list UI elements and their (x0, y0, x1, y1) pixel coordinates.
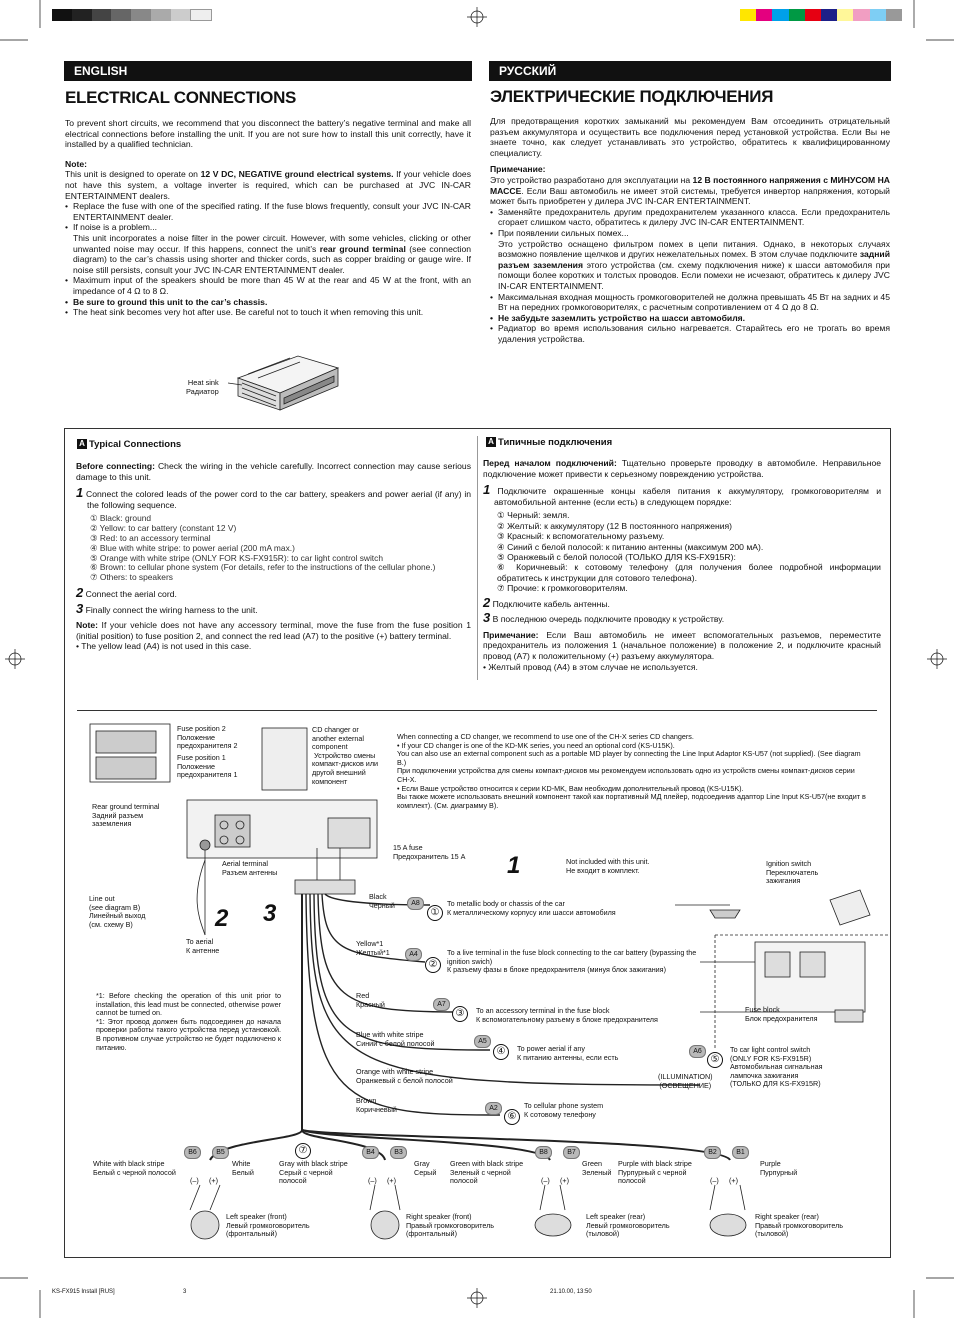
typical-note-label-ru: Примечание: (483, 629, 539, 640)
speaker-pin-neg: B8 (535, 1146, 552, 1159)
footer-date: 21.10.00, 13:50 (550, 1289, 592, 1295)
not-included-label: Not included with this unit. Не входит в комплект. (566, 857, 650, 875)
speaker-pin-neg: B2 (704, 1146, 721, 1159)
typical-ru-title: Типичные подключения (498, 437, 613, 448)
wire-list-item-ru: ⑦ Прочие: к громкоговорителям. (497, 583, 628, 594)
typical-note-text-ru: Если Ваш автомобиль не имеет вспомогательных разъемов, переместите предохранитель из положения 1 (начальное положение) в положение 2, и подключите красный провод (A7) к положительному (+) разъему аккумулятора. (483, 629, 881, 661)
note-text-a: This unit is designed to operate on (65, 169, 201, 180)
speaker-minus: (–) (368, 1176, 377, 1185)
illumination-label: (ILLUMINATION) (ОСВЕЩЕНИЕ) (658, 1072, 713, 1090)
step-1-text: Connect the colored leads of the power cord to the car battery, speakers and power aerial (if any) in the following sequence. (86, 489, 472, 510)
speaker-wire-solid: Purple Пурпурный (760, 1159, 798, 1177)
heat-sink-label-en: Heat sink (187, 378, 219, 387)
noise-text-a: This unit incorporates a noise filter in the power circuit. However, with some vehicles, clicking or other unwanted noise may occur. If this happens, connect the unit’s (73, 232, 471, 254)
wire-list-item-ru: ④ Синий с белой полосой: к питанию антенны (максимум 200 мА). (497, 541, 764, 552)
wire-destination: To a live terminal in the fuse block connecting to the car battery (bypassing the ignition swich) К разъему фазы в блоке предохранителя (минуя блок зажигания) (447, 948, 697, 975)
step-1-text-ru: Подключите окрашенные концы кабеля питания к аккумулятору, громкоговорителям и автомобильной антенне (если есть) в следующем порядке: (494, 486, 881, 507)
speaker-name: Left speaker (front) Левый громкоговоритель (фронтальный) (226, 1212, 310, 1239)
step-3-number: 3 (76, 600, 84, 616)
step-3-text: Finally connect the wiring harness to the unit. (85, 604, 258, 615)
note-text-b: 12 V DC, NEGATIVE ground electrical systems. (200, 169, 394, 180)
bullet-fuse: • Replace the fuse with one of the specified rating. If the fuse blows frequently, consult your JVC IN-CAR ENTERTAINMENT dealer. (65, 201, 471, 222)
wire-list-item: ⑦ Others: to speakers (90, 572, 173, 583)
speaker-wire-solid: Green Зеленый (582, 1159, 612, 1177)
footnote: *1: Before checking the operation of this unit prior to installation, this lead must be connected, otherwise power cannot be turned on. *1: Этот провод должен быть подсоединен до начала проверки работы такого устройства перед установкой. В противном случае устройство не будет подключено к питанию. (96, 991, 281, 1052)
speaker-plus: (+) (729, 1176, 738, 1185)
cd-changer-label: CD changer or another external component Устройство смены компакт-дисков или другой внешний компонент (312, 725, 379, 786)
wire-number: ③ (452, 1006, 468, 1022)
wire-label: Blue with white stripe Синий с белой полосой (356, 1030, 435, 1048)
note-text-ru-c: . Если Ваш автомобиль не имеет этой системы, требуется инвертор напряжения, который может быть приобретен у дилера JVC IN-CAR ENTERTAINMENT. (490, 185, 890, 207)
step-1-number-ru: 1 (483, 482, 491, 498)
before-label-ru: Перед началом подключений: (483, 458, 617, 468)
wire-number: ⑥ (504, 1109, 520, 1125)
noise-text-ru-c: этого устройства (см. схему подключения ниже) к шасси автомобиля при помощи более коротких и толстых проводов. Если помехи не исчезают, обратитесь к дилеру JVC IN-CAR ENTERTAINMENT. (498, 259, 890, 291)
wire-list-item-ru: ⑥ Коричневый: к сотовому телефону (для получения более подробной информации обратитесь к инструкции для сотового телефона). (497, 562, 881, 583)
speaker-wire-solid: Gray Серый (414, 1159, 437, 1177)
speaker-wire-striped: Green with black stripe Зеленый с черной полосой (450, 1159, 524, 1186)
wire-destination: To metallic body or chassis of the car К металлическому корпусу или шасси автомобиля (447, 899, 616, 917)
ignition-switch-label: Ignition switch Переключатель зажигания (766, 859, 819, 886)
noise-title: If noise is a problem... (73, 222, 158, 233)
speaker-name: Left speaker (rear) Левый громкоговоритель (тыловой) (586, 1212, 670, 1239)
note-text-c: If your vehicle does not have this system, a voltage inverter is required, which can be purchased at JVC IN-CAR ENTERTAINMENT dealers. (65, 169, 471, 201)
note-text-ru-b: 12 В постоянного напряжения с МИНУСОМ НА МАССЕ (490, 174, 890, 196)
step-3-number-ru: 3 (483, 610, 491, 626)
aerial-terminal-label: Aerial terminal Разъем антенны (222, 859, 278, 877)
speaker-pin-neg: B6 (184, 1146, 201, 1159)
note-label-ru: Примечание: (490, 164, 546, 175)
bullet-speakers-ru: • Максимальная входная мощность громкоговорителей не должна превышать 45 Вт на задних и 45 Вт на передних громкоговорителях, с расчетным сопротивлением от 4 Ω до 8 Ω. (490, 292, 890, 313)
speaker-wire-solid: White Белый (232, 1159, 254, 1177)
noise-text-b: rear ground terminal (319, 243, 406, 254)
bullet-ground-ru: • Не забудьте заземлить устройство на шасси автомобиля. (490, 313, 890, 324)
bullet-heat-sink-ru: • Радиатор во время использования сильно нагревается. Старайтесь его не трогать во время удаления устройства. (490, 323, 890, 344)
wire-list-item: ② Yellow: to car battery (constant 12 V) (90, 523, 237, 534)
speaker-minus: (–) (541, 1176, 550, 1185)
wire-number: ④ (493, 1044, 509, 1060)
step-1-number: 1 (76, 485, 84, 501)
step-mark-3: 3 (263, 900, 277, 927)
footer-file: KS-FX915 Install [RUS] (52, 1289, 115, 1295)
typical-note-label: Note: (76, 620, 98, 631)
speaker-wire-striped: Purple with black stripe Пурпурный с черной полосой (618, 1159, 692, 1186)
rear-ground-label: Rear ground terminal Задний разъем заземления (92, 802, 160, 829)
bullet-heat-sink: • The heat sink becomes very hot after use. Be careful not to touch it when removing this unit. (65, 307, 471, 318)
speaker-minus: (–) (190, 1176, 199, 1185)
step-2-number: 2 (76, 584, 84, 600)
cd-changer-note: When connecting a CD changer, we recommend to use one of the CH-X series CD changers. • If your CD changer is one of the KD-MK series, you need an optional cord (KS-U15K). You can also use an external component such as a portable MD player by connecting the Line Input Adaptor KS-U57 (not supplied). (See diagram B.) При подключении устройства для смены компакт-дисков мы рекомендуем использовать одно из устройств смены компакт-дисков серии CH-X. • Если Ваше устройство относится к серии KD-MK, Вам необходим дополнительный провод (KS-U15K). Вы также можете использовать внешний компонент такой как портативный МД плейер, подсоединив адаптор Line Input KS-U57(не входит в комплект). (См. диаграмму B). (397, 732, 866, 810)
intro-text-ru: Для предотвращения коротких замыканий мы рекомендуем Вам отсоединить отрицательный разъем аккумулятора и осуществить все подключения перед установкой устройства. Если Вы не знаете точно, как следует устанавливать это устройство, обратитесь к квалифицированному специалисту. (490, 116, 890, 158)
fuse-position-1-label: Fuse position 1 Положение предохранителя 1 (177, 753, 238, 780)
wire-number: ⑤ (707, 1052, 723, 1068)
bullet-speakers: • Maximum input of the speakers should be more than 45 W at the rear and 45 W at the front, with an impedance of 4 Ω to 8 Ω. (65, 275, 471, 296)
diagram-badge-a-ru: A (486, 437, 496, 447)
wire-label: Black Черный (369, 892, 395, 910)
step-mark-2: 2 (215, 905, 229, 932)
wire-number-7: ⑦ (295, 1143, 311, 1159)
wire-list-item: ⑥ Brown: to cellular phone system (For details, refer to the instructions of the cellular phone.) (90, 562, 436, 573)
wire-destination: To cellular phone system К сотовому телефону (524, 1101, 604, 1119)
wire-list-item: ④ Blue with white stripe: to power aerial (200 mA max.) (90, 542, 295, 553)
speaker-plus: (+) (387, 1176, 396, 1185)
wire-destination: To power aerial if any К питанию антенны, если есть (517, 1044, 619, 1062)
before-label: Before connecting: (76, 461, 155, 471)
wire-pin: A4 (405, 948, 422, 961)
noise-text-ru-b: задний разъем заземления (498, 249, 890, 270)
title-english: ELECTRICAL CONNECTIONS (65, 88, 297, 107)
fuse-15a-label: 15 A fuse Предохранитель 15 A (393, 843, 466, 861)
noise-title-ru: При появлении сильных помех... (498, 227, 629, 238)
wire-number: ② (425, 957, 441, 973)
note-label: Note: (65, 158, 87, 169)
wire-list-item: ① Black: ground (90, 513, 152, 524)
speaker-wire-striped: Gray with black stripe Серый с черной полосой (279, 1159, 348, 1186)
noise-text-c: (see connection diagram) to the car’s chassis using shorter and thicker cords, such as copper braiding or gauge wire. If noise still persists, consult your JVC IN-CAR ENTERTAINMENT dealer. (73, 243, 471, 275)
wire-label: Red Красный (356, 991, 385, 1009)
diagram-badge-a: A (77, 439, 87, 449)
wire-pin: A2 (485, 1102, 502, 1115)
speaker-minus: (–) (710, 1176, 719, 1185)
speaker-pin-pos: B5 (212, 1146, 229, 1159)
speaker-pin-neg: B4 (362, 1146, 379, 1159)
wire-label: Orange with white stripe Оранжевый с белой полосой (356, 1067, 453, 1085)
step-mark-1: 1 (507, 852, 521, 879)
wire-pin: A8 (407, 897, 424, 910)
wire-list-item: ③ Red: to an accessory terminal (90, 532, 211, 543)
lang-band-russian: РУССКИЙ (489, 61, 891, 81)
wire-list-item: ⑤ Orange with white stripe (ONLY FOR KS-FX915R): to car light control switch (90, 552, 383, 563)
wire-destination: To car light control switch (ONLY FOR KS-FX915R) Автомобильная сигнальная лампочка зажигания (ТОЛЬКО ДЛЯ KS-FX915R) (730, 1045, 823, 1089)
speaker-name: Right speaker (front) Правый громкоговоритель (фронтальный) (406, 1212, 495, 1239)
wire-number: ① (427, 905, 443, 921)
wire-label: Yellow*1 Желтый*1 (356, 939, 390, 957)
heat-sink-label-ru: Радиатор (186, 387, 219, 396)
before-text: Check the wiring in the vehicle carefully. Incorrect connection may cause serious damage to this unit. (76, 461, 472, 482)
wire-list-item-ru: ③ Красный: к вспомогательному разъему. (497, 531, 665, 542)
typical-note-text: If your vehicle does not have any accessory terminal, move the fuse from the fuse position 1 (initial position) to fuse position 2, and connect the red lead (A7) to the positive (+) battery terminal. (76, 620, 471, 641)
footer-page: 3 (183, 1289, 187, 1295)
fuse-block-label: Fuse block Блок предохранителя (745, 1005, 818, 1023)
wire-list-item-ru: ② Желтый: к аккумулятору (12 В постоянного напряжения) (497, 520, 733, 531)
bullet-ground: • Be sure to ground this unit to the car’s chassis. (65, 297, 471, 308)
speaker-plus: (+) (209, 1176, 218, 1185)
speaker-wire-striped: White with black stripe Белый с черной полосой (93, 1159, 176, 1177)
speaker-plus: (+) (560, 1176, 569, 1185)
speaker-name: Right speaker (rear) Правый громкоговоритель (тыловой) (755, 1212, 844, 1239)
wire-label: Brown Коричневый (356, 1096, 397, 1114)
wire-destination: To an accessory terminal in the fuse block К вспомогательному разъему в блоке предохранителя (476, 1006, 658, 1024)
typical-en-title: Typical Connections (89, 439, 182, 450)
speaker-pin-pos: B3 (390, 1146, 407, 1159)
bullet-fuse-ru: • Заменяйте предохранитель другим предохранителем указанного класса. Если предохранитель сгорает слишком часто, обратитесь к дилеру JVC IN-CAR ENTERTAINMENT. (490, 207, 890, 228)
wire-pin: A5 (474, 1035, 491, 1048)
speaker-pin-pos: B1 (732, 1146, 749, 1159)
title-russian: ЭЛЕКТРИЧЕСКИЕ ПОДКЛЮЧЕНИЯ (490, 87, 774, 106)
line-out-label: Line out (see diagram B) Линейный выход (см. схему B) (89, 894, 146, 929)
typical-note-bullet-ru: • Желтый провод (A4) в этом случае не используется. (483, 661, 698, 672)
step-2-number-ru: 2 (483, 594, 491, 610)
step-2-text: Connect the aerial cord. (85, 588, 177, 599)
wire-pin: A7 (433, 998, 450, 1011)
fuse-position-2-label: Fuse position 2 Положение предохранителя 2 (177, 724, 238, 751)
speaker-pin-pos: B7 (563, 1146, 580, 1159)
wire-list-item-ru: ⑤ Оранжевый с белой полосой (ТОЛЬКО ДЛЯ KS-FX915R): (497, 552, 736, 562)
before-text-ru: Тщательно проверьте проводку в автомобиле. Неправильное подключение может привести к серьезному повреждению устройства. (483, 458, 882, 479)
to-aerial-label: To aerial К антенне (186, 937, 220, 955)
noise-text-ru-a: Это устройство оснащено фильтром помех в цепи питания. Однако, в некоторых случаях возможно появление щелчков и других нежелательных помех. В этом случае подключите (498, 238, 890, 260)
wire-list-item-ru: ① Черный: земля. (497, 510, 570, 521)
wire-pin: A6 (689, 1045, 706, 1058)
step-3-text-ru: В последнюю очередь подключите проводку к устройству. (492, 614, 725, 625)
intro-text: To prevent short circuits, we recommend that you disconnect the battery’s negative terminal and make all electrical connections before installing the unit. If you are not sure how to install this unit correctly, have it installed by a qualified technician. (65, 118, 471, 150)
typical-note-bullet: • The yellow lead (A4) is not used in this case. (76, 641, 252, 652)
note-text-ru-a: Это устройство разработано для эксплуатации на (490, 174, 693, 185)
lang-band-english: ENGLISH (64, 61, 472, 81)
step-2-text-ru: Подключите кабель антенны. (492, 598, 610, 609)
